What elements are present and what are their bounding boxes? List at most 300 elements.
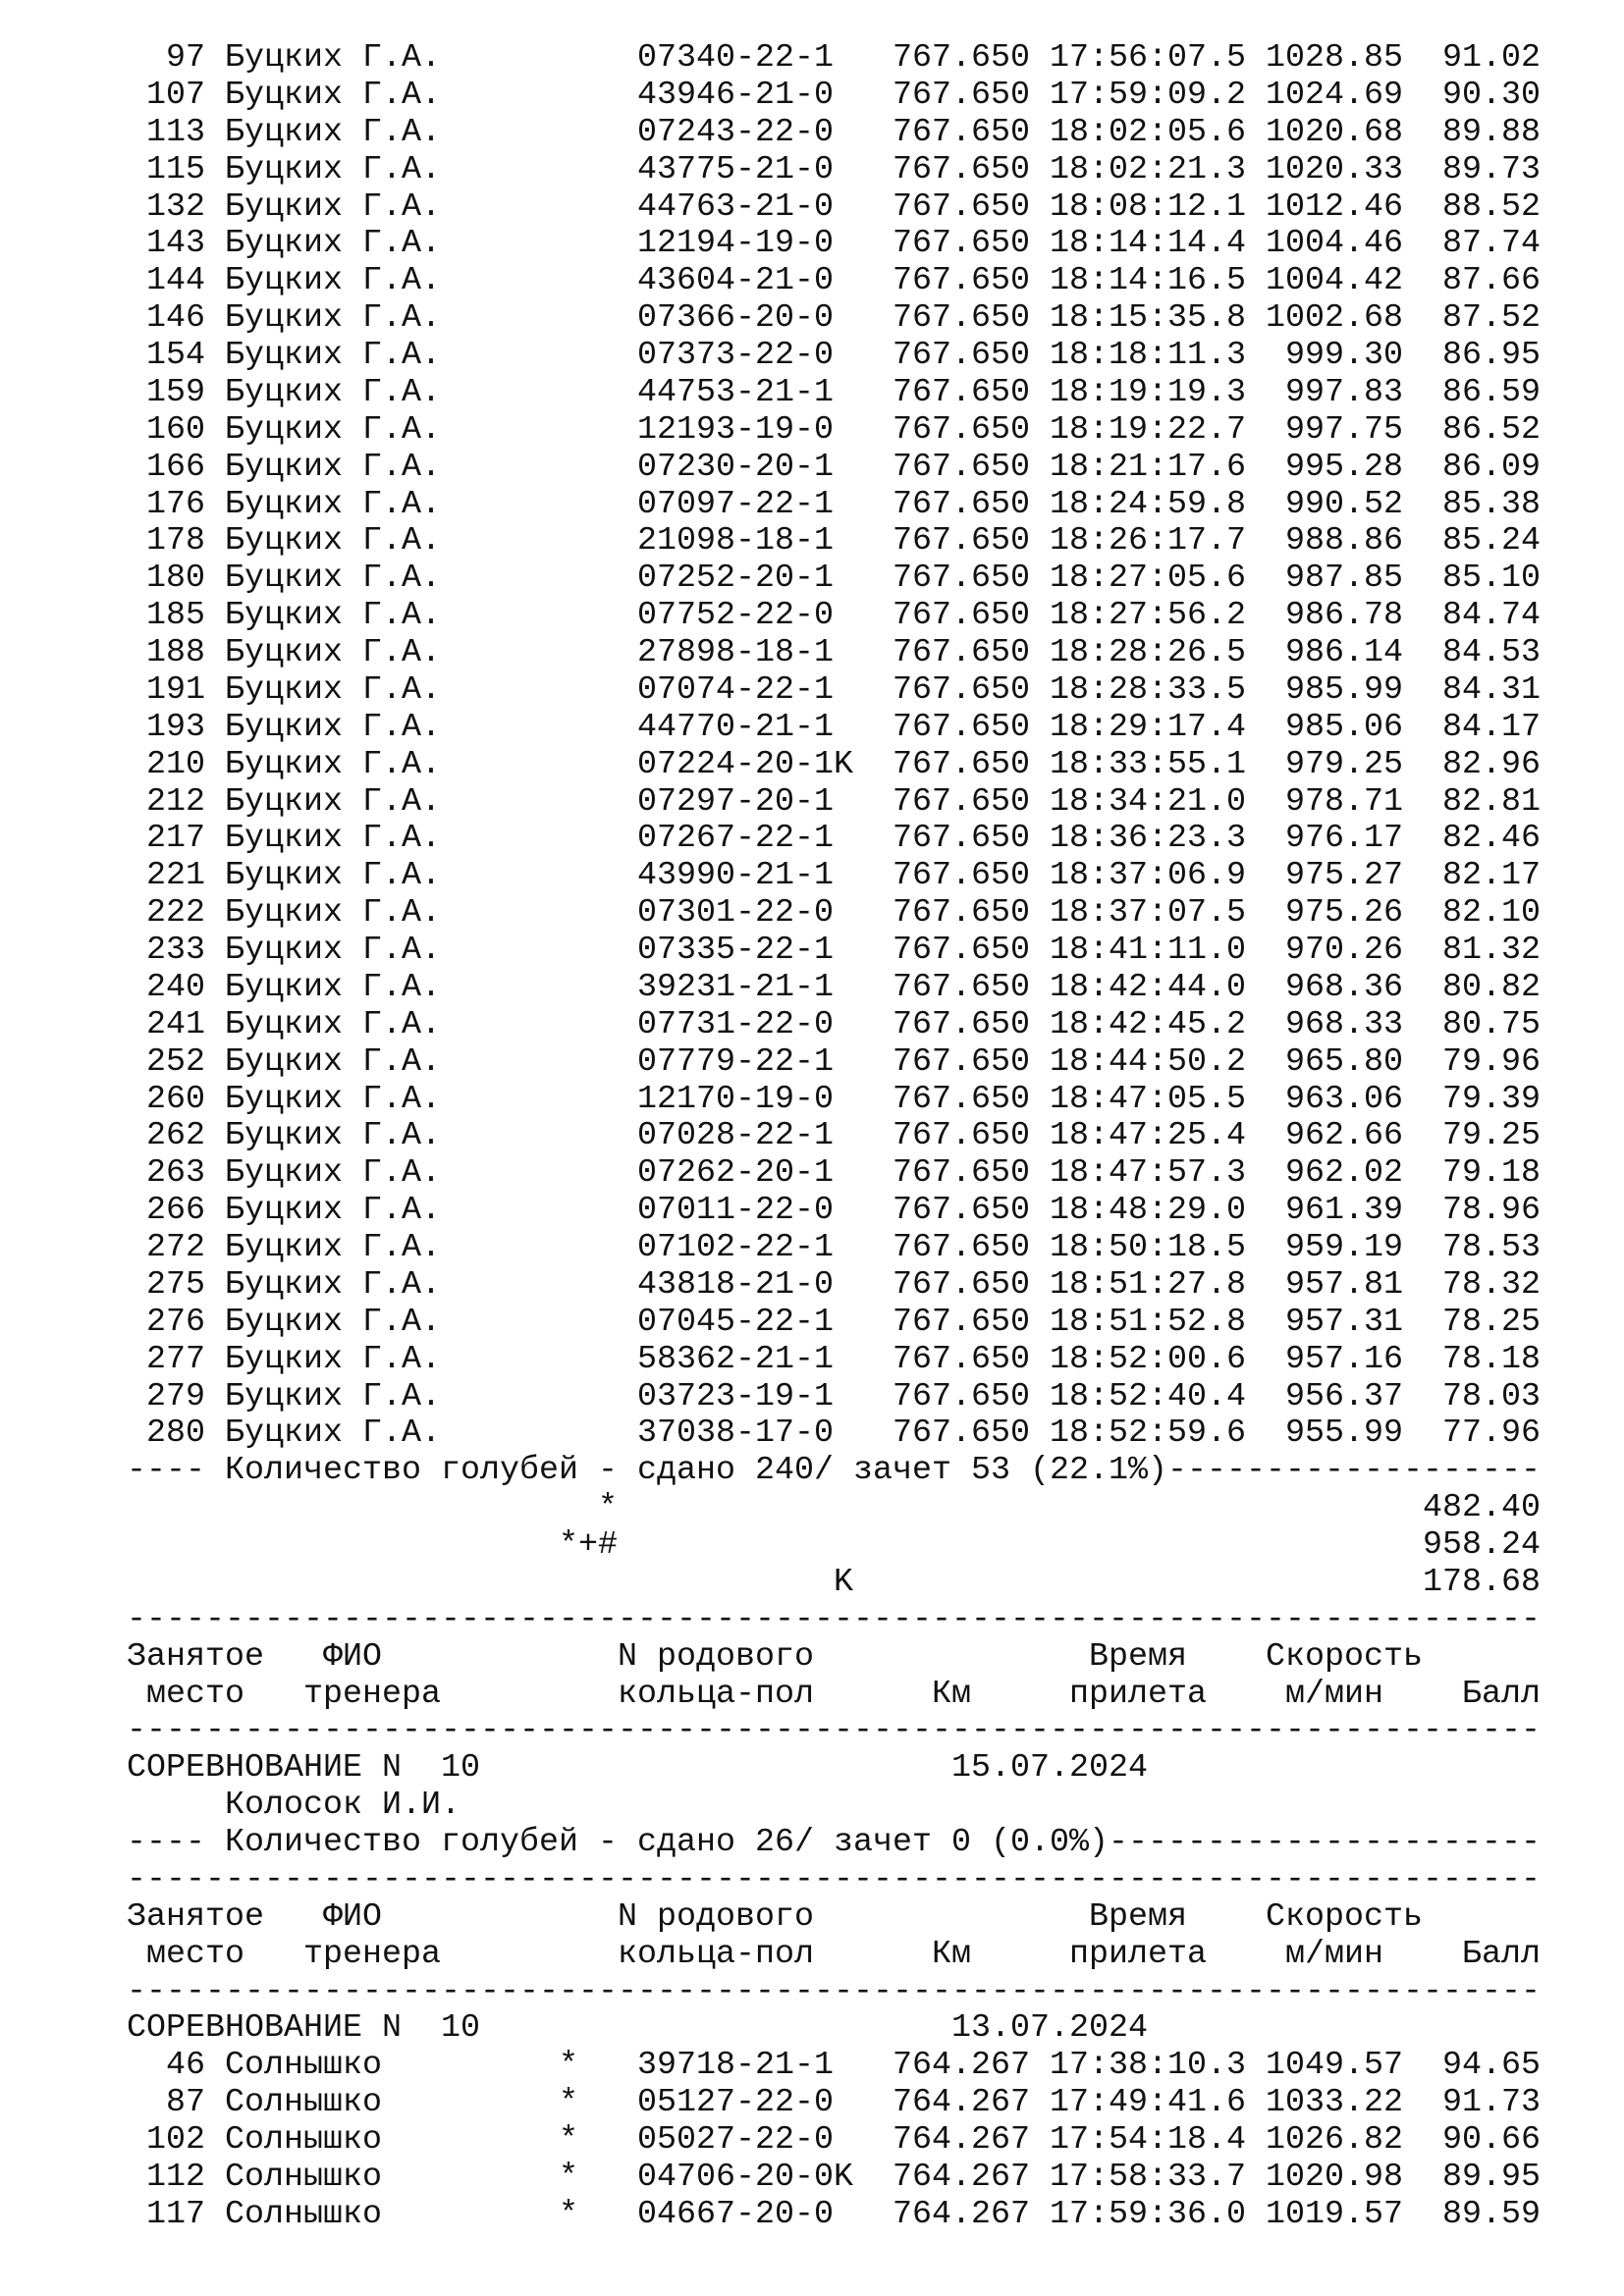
points-value: 82.17 (1442, 857, 1542, 895)
result-row (127, 300, 1541, 338)
distance-km: 767.650 (893, 1340, 1031, 1378)
speed-value: 978.71 (1284, 782, 1403, 821)
speed-value: 986.78 (1284, 597, 1403, 635)
trainer-name: Буцких Г.А. (225, 968, 442, 1006)
header-time: прилета (1069, 1935, 1208, 1973)
speed-value: 1024.69 (1266, 76, 1404, 114)
distance-km: 764.267 (893, 2084, 1031, 2122)
total-mark: *+# (558, 1526, 618, 1564)
competition-date: 15.07.2024 (951, 1749, 1149, 1788)
place-number: 159 (145, 373, 205, 411)
distance-km: 767.650 (893, 670, 1031, 709)
arrival-time: 18:21:17.6 (1050, 448, 1247, 486)
points-value: 80.75 (1442, 1005, 1542, 1043)
place-number: 252 (145, 1042, 205, 1081)
ring-number: 58362-21-1 (637, 1340, 835, 1378)
distance-km: 767.650 (893, 932, 1031, 969)
header-speed: м/мин (1285, 1675, 1384, 1713)
arrival-time: 18:18:11.3 (1050, 337, 1247, 374)
place-number: 266 (145, 1192, 205, 1230)
trainer-name: Буцких Г.А. (225, 262, 442, 300)
result-row (127, 970, 1541, 1007)
arrival-time: 18:33:55.1 (1050, 745, 1247, 783)
result-row (127, 2160, 1541, 2197)
ring-number: 07779-22-1 (637, 1042, 835, 1081)
points-value: 82.46 (1442, 820, 1542, 858)
ring-number: 07340-22-1 (637, 39, 835, 77)
points-value: 78.25 (1442, 1303, 1542, 1341)
ring-number: 07366-20-0 (637, 299, 835, 338)
separator: ------------------------------------------------------------------------ (127, 1972, 1542, 2010)
ring-number: 07224-20-1K (637, 745, 854, 783)
trainer-name: Буцких Г.А. (225, 708, 442, 746)
total-value: 958.24 (1423, 1526, 1542, 1564)
arrival-time: 18:51:52.8 (1050, 1303, 1247, 1341)
header-place: место (146, 1935, 245, 1973)
arrival-time: 18:27:56.2 (1050, 597, 1247, 635)
trainer-name: Буцких Г.А. (225, 1005, 442, 1043)
trainer-name: Солнышко (225, 2047, 383, 2085)
points-value: 78.96 (1442, 1192, 1542, 1230)
ring-number: 05027-22-0 (637, 2121, 835, 2159)
distance-km: 767.650 (893, 1229, 1031, 1266)
ring-number: 07097-22-1 (637, 485, 835, 523)
place-number: 102 (145, 2121, 205, 2159)
arrival-time: 18:47:05.5 (1050, 1080, 1247, 1118)
distance-km: 767.650 (893, 1080, 1031, 1118)
points-value: 78.03 (1442, 1377, 1542, 1415)
points-value: 85.10 (1442, 560, 1542, 598)
speed-value: 986.14 (1284, 634, 1403, 671)
arrival-time: 18:26:17.7 (1050, 522, 1247, 561)
points-value: 78.53 (1442, 1229, 1542, 1266)
speed-value: 997.75 (1284, 410, 1403, 449)
place-number: 221 (145, 857, 205, 895)
trainer-name: Буцких Г.А. (225, 1415, 442, 1453)
distance-km: 767.650 (893, 113, 1031, 151)
speed-value: 1012.46 (1266, 187, 1404, 226)
place-number: 276 (145, 1303, 205, 1341)
arrival-time: 18:37:06.9 (1050, 857, 1247, 895)
header-speed: м/мин (1285, 1935, 1384, 1973)
total-value: 482.40 (1423, 1489, 1542, 1527)
trainer-line (127, 1788, 1541, 1825)
points-value: 89.73 (1442, 150, 1542, 188)
ring-number: 07074-22-1 (637, 670, 835, 709)
trainer-name: Буцких Г.А. (225, 1080, 442, 1118)
distance-km: 767.650 (893, 373, 1031, 411)
table-header-row-2 (127, 1937, 1541, 1974)
arrival-time: 18:42:45.2 (1050, 1005, 1247, 1043)
points-value: 80.82 (1442, 968, 1542, 1006)
trainer-name: Буцких Г.А. (225, 670, 442, 709)
trainer-name: Буцких Г.А. (225, 597, 442, 635)
arrival-time: 18:34:21.0 (1050, 782, 1247, 821)
trainer-name: Буцких Г.А. (225, 782, 442, 821)
trainer-name: Буцких Г.А. (225, 410, 442, 449)
section1-rows (127, 40, 1541, 1453)
section3-rows (127, 2048, 1541, 2233)
speed-value: 988.86 (1284, 522, 1403, 561)
points-value: 77.96 (1442, 1415, 1542, 1453)
result-row (127, 1044, 1541, 1082)
points-value: 89.95 (1442, 2158, 1542, 2196)
trainer-name: Колосок И.И. (225, 1787, 461, 1825)
distance-km: 764.267 (893, 2158, 1031, 2196)
speed-value: 968.33 (1284, 1005, 1403, 1043)
points-value: 84.74 (1442, 597, 1542, 635)
points-value: 91.73 (1442, 2084, 1542, 2122)
speed-value: 985.06 (1284, 708, 1403, 746)
distance-km: 767.650 (893, 968, 1031, 1006)
ring-number: 05127-22-0 (637, 2084, 835, 2122)
table-header-row-2 (127, 1677, 1541, 1714)
header-name: тренера (303, 1935, 442, 1973)
place-number: 210 (145, 745, 205, 783)
result-row (127, 338, 1541, 375)
place-number: 112 (145, 2158, 205, 2196)
speed-value: 1033.22 (1266, 2084, 1404, 2122)
result-row (127, 263, 1541, 300)
pigeon-count-summary: ---- Количество голубей - сдано 240/ зачет 53 (22.1%)------------------- (127, 1452, 1542, 1490)
trainer-name: Буцких Г.А. (225, 150, 442, 188)
trainer-name: Солнышко (225, 2195, 383, 2233)
place-number: 87 (165, 2084, 205, 2122)
place-number: 262 (145, 1117, 205, 1155)
speed-value: 979.25 (1284, 745, 1403, 783)
total-line (127, 1490, 1541, 1527)
distance-km: 767.650 (893, 410, 1031, 449)
ring-number: 07301-22-0 (637, 894, 835, 933)
ring-number: 37038-17-0 (637, 1415, 835, 1453)
ring-number: 07243-22-0 (637, 113, 835, 151)
distance-km: 767.650 (893, 597, 1031, 635)
arrival-time: 17:56:07.5 (1050, 39, 1247, 77)
place-number: 113 (145, 113, 205, 151)
points-value: 82.96 (1442, 745, 1542, 783)
points-value: 86.59 (1442, 373, 1542, 411)
trainer-name: Буцких Г.А. (225, 1154, 442, 1193)
arrival-time: 17:59:09.2 (1050, 76, 1247, 114)
trainer-name: Буцких Г.А. (225, 187, 442, 226)
points-value: 79.18 (1442, 1154, 1542, 1193)
ring-number: 44763-21-0 (637, 187, 835, 226)
header-name: ФИО (323, 1637, 383, 1676)
arrival-time: 18:27:05.6 (1050, 560, 1247, 598)
header-points: Балл (1462, 1935, 1542, 1973)
speed-value: 970.26 (1284, 932, 1403, 969)
place-number: 217 (145, 820, 205, 858)
distance-km: 767.650 (893, 782, 1031, 821)
ring-number: 07028-22-1 (637, 1117, 835, 1155)
arrival-time: 18:36:23.3 (1050, 820, 1247, 858)
speed-value: 987.85 (1284, 560, 1403, 598)
distance-km: 767.650 (893, 485, 1031, 523)
trainer-name: Буцких Г.А. (225, 560, 442, 598)
separator-line (127, 1862, 1541, 1899)
trainer-name: Буцких Г.А. (225, 745, 442, 783)
arrival-time: 17:38:10.3 (1050, 2047, 1247, 2085)
place-number: 180 (145, 560, 205, 598)
arrival-time: 18:08:12.1 (1050, 187, 1247, 226)
distance-km: 767.650 (893, 1154, 1031, 1193)
arrival-time: 18:51:27.8 (1050, 1265, 1247, 1304)
speed-value: 962.02 (1284, 1154, 1403, 1193)
place-number: 241 (145, 1005, 205, 1043)
speed-value: 956.37 (1284, 1377, 1403, 1415)
result-row (127, 487, 1541, 524)
header-speed: Скорость (1266, 1897, 1424, 1936)
speed-value: 976.17 (1284, 820, 1403, 858)
header-ring: N родового (618, 1897, 815, 1936)
place-number: 263 (145, 1154, 205, 1193)
arrival-time: 18:48:29.0 (1050, 1192, 1247, 1230)
distance-km: 767.650 (893, 1042, 1031, 1081)
distance-km: 767.650 (893, 820, 1031, 858)
points-value: 78.32 (1442, 1265, 1542, 1304)
speed-value: 975.26 (1284, 894, 1403, 933)
place-number: 117 (145, 2195, 205, 2233)
arrival-time: 18:50:18.5 (1050, 1229, 1247, 1266)
header-name: тренера (303, 1675, 442, 1713)
ring-number: 43818-21-0 (637, 1265, 835, 1304)
points-value: 90.66 (1442, 2121, 1542, 2159)
result-row (127, 1379, 1541, 1416)
result-row (127, 598, 1541, 635)
ring-number: 04706-20-0K (637, 2158, 854, 2196)
separator: ------------------------------------------------------------------------ (127, 1712, 1542, 1750)
place-number: 160 (145, 410, 205, 449)
arrival-time: 17:59:36.0 (1050, 2195, 1247, 2233)
result-row (127, 2122, 1541, 2160)
ring-number: 07297-20-1 (637, 782, 835, 821)
speed-value: 965.80 (1284, 1042, 1403, 1081)
result-row (127, 1193, 1541, 1230)
ring-number: 39718-21-1 (637, 2047, 835, 2085)
ring-number: 07335-22-1 (637, 932, 835, 969)
header-points: Балл (1462, 1675, 1542, 1713)
place-number: 193 (145, 708, 205, 746)
distance-km: 767.650 (893, 187, 1031, 226)
result-row (127, 635, 1541, 672)
trainer-name: Буцких Г.А. (225, 1229, 442, 1266)
header-name: ФИО (323, 1897, 383, 1936)
total-value: 178.68 (1423, 1563, 1542, 1601)
ring-number: 44770-21-1 (637, 708, 835, 746)
place-number: 279 (145, 1377, 205, 1415)
points-value: 87.74 (1442, 225, 1542, 263)
points-value: 78.18 (1442, 1340, 1542, 1378)
place-number: 185 (145, 597, 205, 635)
distance-km: 767.650 (893, 337, 1031, 374)
trainer-name: Буцких Г.А. (225, 448, 442, 486)
place-number: 107 (145, 76, 205, 114)
trainer-name: Буцких Г.А. (225, 1192, 442, 1230)
arrival-time: 18:41:11.0 (1050, 932, 1247, 969)
trainer-name: Буцких Г.А. (225, 299, 442, 338)
place-number: 144 (145, 262, 205, 300)
distance-km: 767.650 (893, 76, 1031, 114)
result-row (127, 1230, 1541, 1267)
trainer-name: Буцких Г.А. (225, 932, 442, 969)
ring-number: 12193-19-0 (637, 410, 835, 449)
total-line (127, 1527, 1541, 1565)
arrival-time: 18:19:22.7 (1050, 410, 1247, 449)
speed-value: 1004.46 (1266, 225, 1404, 263)
competition-title: СОРЕВНОВАНИЕ N 10 (127, 2009, 481, 2048)
arrival-time: 17:54:18.4 (1050, 2121, 1247, 2159)
result-row (127, 78, 1541, 115)
place-number: 97 (165, 39, 205, 77)
trainer-name: Буцких Г.А. (225, 1265, 442, 1304)
competition-title-line (127, 1750, 1541, 1788)
distance-km: 767.650 (893, 560, 1031, 598)
ring-number: 43946-21-0 (637, 76, 835, 114)
table-header-row-1 (127, 1899, 1541, 1937)
trainer-name: Буцких Г.А. (225, 1377, 442, 1415)
distance-km: 767.650 (893, 1377, 1031, 1415)
result-row (127, 375, 1541, 412)
ring-number: 07252-20-1 (637, 560, 835, 598)
ring-number: 03723-19-1 (637, 1377, 835, 1415)
header-ring: кольца-пол (618, 1935, 815, 1973)
trainer-name: Буцких Г.А. (225, 857, 442, 895)
result-row (127, 784, 1541, 822)
trainer-name: Буцких Г.А. (225, 76, 442, 114)
trainer-name: Буцких Г.А. (225, 894, 442, 933)
ring-number: 07045-22-1 (637, 1303, 835, 1341)
place-number: 280 (145, 1415, 205, 1453)
arrival-time: 18:14:16.5 (1050, 262, 1247, 300)
distance-km: 767.650 (893, 522, 1031, 561)
separator-line (127, 1602, 1541, 1639)
header-time: Время (1089, 1897, 1188, 1936)
distance-km: 764.267 (893, 2195, 1031, 2233)
arrival-time: 18:52:00.6 (1050, 1340, 1247, 1378)
place-number: 166 (145, 448, 205, 486)
result-row (127, 1118, 1541, 1155)
ring-number: 07731-22-0 (637, 1005, 835, 1043)
ring-number: 43775-21-0 (637, 150, 835, 188)
separator: ------------------------------------------------------------------------ (127, 1860, 1542, 1898)
distance-km: 767.650 (893, 150, 1031, 188)
result-row (127, 858, 1541, 895)
speed-value: 1020.68 (1266, 113, 1404, 151)
points-value: 84.53 (1442, 634, 1542, 671)
speed-value: 957.31 (1284, 1303, 1403, 1341)
separator-line (127, 1713, 1541, 1750)
arrival-time: 18:28:33.5 (1050, 670, 1247, 709)
points-value: 88.52 (1442, 187, 1542, 226)
header-speed: Скорость (1266, 1637, 1424, 1676)
arrival-time: 18:02:05.6 (1050, 113, 1247, 151)
speed-value: 957.16 (1284, 1340, 1403, 1378)
result-row (127, 2048, 1541, 2085)
place-number: 272 (145, 1229, 205, 1266)
points-value: 79.25 (1442, 1117, 1542, 1155)
arrival-time: 18:52:59.6 (1050, 1415, 1247, 1453)
trainer-name: Буцких Г.А. (225, 522, 442, 561)
distance-km: 767.650 (893, 708, 1031, 746)
ring-number: 07011-22-0 (637, 1192, 835, 1230)
competition-title: СОРЕВНОВАНИЕ N 10 (127, 1749, 481, 1788)
points-value: 85.24 (1442, 522, 1542, 561)
result-row (127, 40, 1541, 78)
header-place: Занятое (127, 1637, 265, 1676)
competition-title-line (127, 2010, 1541, 2048)
arrival-time: 18:44:50.2 (1050, 1042, 1247, 1081)
speed-value: 968.36 (1284, 968, 1403, 1006)
result-row (127, 226, 1541, 263)
speed-value: 961.39 (1284, 1192, 1403, 1230)
distance-km: 764.267 (893, 2121, 1031, 2159)
result-row (127, 933, 1541, 970)
total-mark: K (834, 1563, 854, 1601)
distance-km: 767.650 (893, 448, 1031, 486)
header-place: место (146, 1675, 245, 1713)
summary-line (127, 1825, 1541, 1862)
points-value: 89.88 (1442, 113, 1542, 151)
distance-km: 767.650 (893, 634, 1031, 671)
trainer-name: Буцких Г.А. (225, 373, 442, 411)
distance-km: 767.650 (893, 299, 1031, 338)
points-value: 86.09 (1442, 448, 1542, 486)
trainer-name: Буцких Г.А. (225, 337, 442, 374)
distance-km: 767.650 (893, 1005, 1031, 1043)
ring-number: 07752-22-0 (637, 597, 835, 635)
distance-km: 767.650 (893, 894, 1031, 933)
table-header-row-1 (127, 1639, 1541, 1677)
distance-km: 767.650 (893, 1303, 1031, 1341)
place-number: 176 (145, 485, 205, 523)
ring-number: 12194-19-0 (637, 225, 835, 263)
trainer-name: Солнышко (225, 2084, 383, 2122)
result-row (127, 2197, 1541, 2234)
result-row (127, 895, 1541, 933)
distance-km: 767.650 (893, 857, 1031, 895)
speed-value: 985.99 (1284, 670, 1403, 709)
place-number: 233 (145, 932, 205, 969)
trainer-name: Буцких Г.А. (225, 1303, 442, 1341)
ring-number: 12170-19-0 (637, 1080, 835, 1118)
ring-number: 07267-22-1 (637, 820, 835, 858)
arrival-time: 18:47:57.3 (1050, 1154, 1247, 1193)
distance-km: 764.267 (893, 2047, 1031, 2085)
competition-date: 13.07.2024 (951, 2009, 1149, 2048)
arrival-time: 17:58:33.7 (1050, 2158, 1247, 2196)
speed-value: 1026.82 (1266, 2121, 1404, 2159)
speed-value: 995.28 (1284, 448, 1403, 486)
result-row (127, 1415, 1541, 1453)
trainer-name: Солнышко (225, 2121, 383, 2159)
ring-number: 21098-18-1 (637, 522, 835, 561)
ring-number: 39231-21-1 (637, 968, 835, 1006)
mark-symbol: * (559, 2195, 579, 2233)
header-km: Км (932, 1935, 972, 1973)
trainer-name: Буцких Г.А. (225, 39, 442, 77)
points-value: 79.96 (1442, 1042, 1542, 1081)
distance-km: 767.650 (893, 1192, 1031, 1230)
result-row (127, 152, 1541, 189)
ring-number: 27898-18-1 (637, 634, 835, 671)
arrival-time: 18:52:40.4 (1050, 1377, 1247, 1415)
ring-number: 07230-20-1 (637, 448, 835, 486)
ring-number: 04667-20-0 (637, 2195, 835, 2233)
total-line (127, 1565, 1541, 1602)
speed-value: 1049.57 (1266, 2047, 1404, 2085)
speed-value: 955.99 (1284, 1415, 1403, 1453)
speed-value: 997.83 (1284, 373, 1403, 411)
